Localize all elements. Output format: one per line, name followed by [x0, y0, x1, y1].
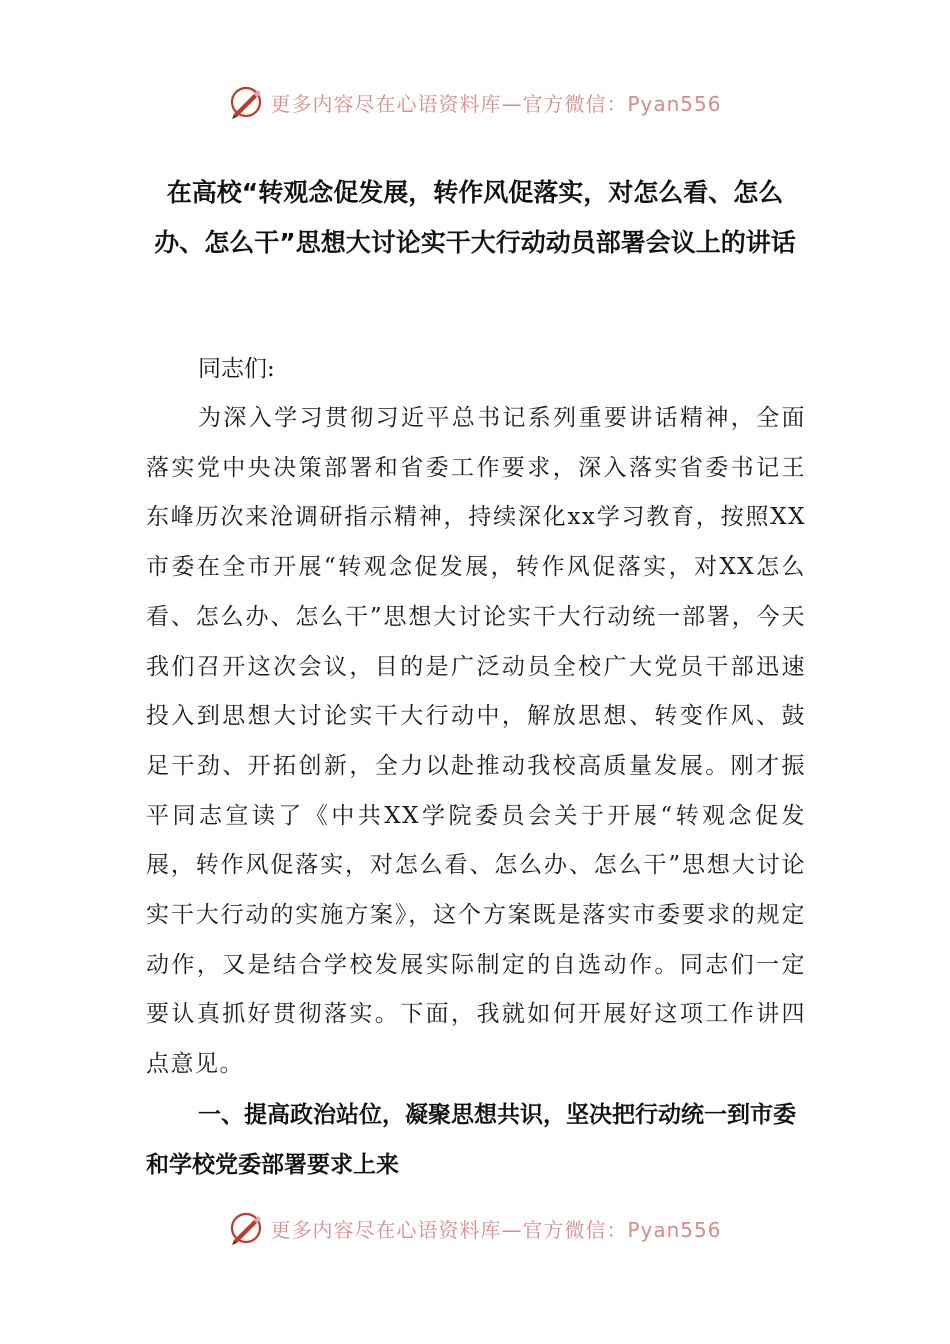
greeting: 同志们:: [198, 356, 275, 382]
section-heading: 一、提高政治站位，凝聚思想共识，坚决把行动统一到市委和学校党委部署要求上来: [146, 1101, 796, 1178]
footer-watermark: [0, 1208, 950, 1248]
watermark-text: 更多内容尽在心语资料库—官方微信：Pyan556: [270, 1217, 722, 1242]
body-paragraph: 为深入学习贯彻习近平总书记系列重要讲话精神，全面落实党中央决策部署和省委工作要求，深入落实省委书记王东峰历次来沧调研指示精神，持续深化xx学习教育，按照XX市委在全市开展“转观念促发展，转作风促落实，对XX怎么看、怎么办、怎么干”思想大讨论实干大行动统一部署，今天我们召开这次会议，目的是广泛动员全校广大党员干部迅速投入到思想大讨论实干大行动中，解放思想、转变作风、鼓足干劲、开拓创新，全力以赴推动我校高质量发展。刚才振平同志宣读了《中共XX学院委员会关于开展“转观念促发展，转作风促落实，对怎么看、怎么办、怎么干”思想大讨论实干大行动的实施方案》，这个方案既是落实市委要求的规定动作，又是结合学校发展实际制定的自选动作。同志们一定要认真抓好贯彻落实。下面，我就如何开展好这项工作讲四点意见。: [146, 405, 806, 1078]
pen-logo-icon: [228, 1210, 264, 1246]
watermark-text: 更多内容尽在心语资料库—官方微信：Pyan556: [270, 91, 722, 116]
header-watermark: [0, 82, 950, 122]
document-body: [146, 344, 806, 1190]
pen-logo-icon: [228, 84, 264, 120]
document-title: 在高校“转观念促发展，转作风促落实，对怎么看、怎么办、怎么干”思想大讨论实干大行动动员部署会议上的讲话: [154, 178, 796, 257]
